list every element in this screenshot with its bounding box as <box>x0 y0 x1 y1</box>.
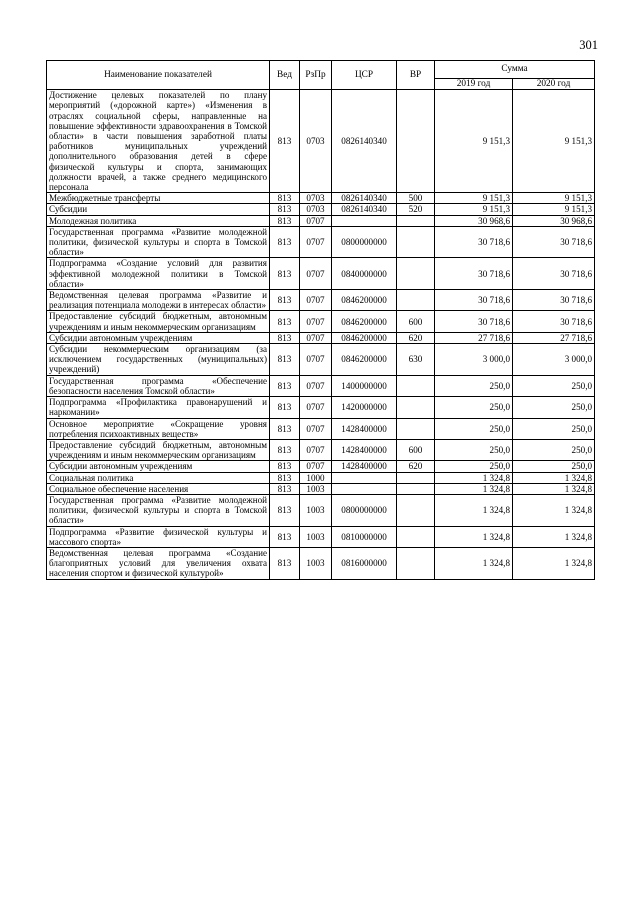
row-sum-2019: 1 324,8 <box>435 526 513 547</box>
row-csr: 1400000000 <box>332 375 397 396</box>
row-rzpr: 0707 <box>300 258 332 290</box>
row-csr: 0826140340 <box>332 193 397 204</box>
row-vr <box>397 472 435 483</box>
row-name: Достижение целевых показателей по плану мероприятий («дорожной карте») «Изменения в отраслях социальной сферы, направленные на повышение эффективности здравоохранения в Томской области» в части повышения заработной платы работников муниципальных учреждений дополнительного образования детей в сфере физической культуры и спорта, занимающих должности врачей, а также среднего медицинского персонала <box>47 90 270 193</box>
row-csr: 0816000000 <box>332 547 397 579</box>
row-rzpr: 1003 <box>300 483 332 494</box>
row-vr <box>397 397 435 418</box>
row-sum-2020: 250,0 <box>513 418 595 439</box>
table-row <box>47 397 595 418</box>
row-name: Субсидии некоммерческим организациям (за исключением государственных (муниципальных) учреждений) <box>47 344 270 376</box>
row-sum-2019: 1 324,8 <box>435 494 513 526</box>
row-vr <box>397 258 435 290</box>
header-vr: ВР <box>397 61 435 90</box>
row-sum-2019: 250,0 <box>435 461 513 472</box>
row-ved: 813 <box>270 439 300 460</box>
table-row <box>47 344 595 376</box>
row-sum-2020: 27 718,6 <box>513 332 595 343</box>
row-ved: 813 <box>270 215 300 226</box>
row-rzpr: 0703 <box>300 204 332 215</box>
row-csr <box>332 483 397 494</box>
table-row <box>47 204 595 215</box>
row-rzpr: 0703 <box>300 193 332 204</box>
row-sum-2020: 30 718,6 <box>513 226 595 258</box>
row-sum-2020: 250,0 <box>513 397 595 418</box>
row-sum-2019: 30 718,6 <box>435 311 513 332</box>
row-ved: 813 <box>270 193 300 204</box>
row-vr: 620 <box>397 332 435 343</box>
row-ved: 813 <box>270 472 300 483</box>
row-csr: 0800000000 <box>332 494 397 526</box>
table-row <box>47 215 595 226</box>
row-sum-2019: 250,0 <box>435 397 513 418</box>
row-vr <box>397 526 435 547</box>
row-sum-2020: 3 000,0 <box>513 344 595 376</box>
row-sum-2020: 1 324,8 <box>513 483 595 494</box>
row-ved: 813 <box>270 494 300 526</box>
table-header-row <box>47 61 595 79</box>
row-rzpr: 0707 <box>300 332 332 343</box>
row-name: Государственная программа «Развитие молодежной политики, физической культуры и спорта в Томской области» <box>47 226 270 258</box>
row-name: Предоставление субсидий бюджетным, автономным учреждениям и иным некоммерческим организациям <box>47 439 270 460</box>
table-body <box>47 90 595 579</box>
row-name: Подпрограмма «Развитие физической культуры и массового спорта» <box>47 526 270 547</box>
table-row <box>47 526 595 547</box>
header-2020: 2020 год <box>513 79 595 90</box>
row-sum-2020: 30 718,6 <box>513 290 595 311</box>
table-row <box>47 418 595 439</box>
row-sum-2020: 1 324,8 <box>513 494 595 526</box>
row-ved: 813 <box>270 461 300 472</box>
row-name: Государственная программа «Обеспечение безопасности населения Томской области» <box>47 375 270 396</box>
row-sum-2019: 1 324,8 <box>435 472 513 483</box>
row-vr: 500 <box>397 193 435 204</box>
row-vr: 620 <box>397 461 435 472</box>
row-csr: 0840000000 <box>332 258 397 290</box>
row-sum-2020: 30 718,6 <box>513 311 595 332</box>
row-rzpr: 0707 <box>300 461 332 472</box>
row-vr: 630 <box>397 344 435 376</box>
row-sum-2019: 1 324,8 <box>435 483 513 494</box>
row-rzpr: 1000 <box>300 472 332 483</box>
row-rzpr: 1003 <box>300 547 332 579</box>
row-vr <box>397 215 435 226</box>
row-ved: 813 <box>270 311 300 332</box>
table-row <box>47 90 595 193</box>
row-sum-2020: 1 324,8 <box>513 526 595 547</box>
row-vr <box>397 90 435 193</box>
row-name: Подпрограмма «Создание условий для развития эффективной молодежной политики в Томской области» <box>47 258 270 290</box>
row-vr <box>397 375 435 396</box>
table-row <box>47 332 595 343</box>
table-row <box>47 547 595 579</box>
row-sum-2020: 30 718,6 <box>513 258 595 290</box>
row-ved: 813 <box>270 418 300 439</box>
row-sum-2019: 9 151,3 <box>435 90 513 193</box>
table-row <box>47 494 595 526</box>
row-sum-2019: 30 968,6 <box>435 215 513 226</box>
row-ved: 813 <box>270 547 300 579</box>
row-sum-2020: 30 968,6 <box>513 215 595 226</box>
row-sum-2019: 250,0 <box>435 418 513 439</box>
row-csr: 0846200000 <box>332 290 397 311</box>
row-csr: 1420000000 <box>332 397 397 418</box>
row-ved: 813 <box>270 397 300 418</box>
row-sum-2020: 1 324,8 <box>513 472 595 483</box>
row-csr: 0846200000 <box>332 332 397 343</box>
row-rzpr: 0707 <box>300 226 332 258</box>
row-rzpr: 1003 <box>300 494 332 526</box>
row-csr: 0826140340 <box>332 90 397 193</box>
table-row <box>47 193 595 204</box>
row-name: Социальное обеспечение населения <box>47 483 270 494</box>
header-sum: Сумма <box>435 61 595 79</box>
row-rzpr: 0707 <box>300 397 332 418</box>
row-name: Основное мероприятие «Сокращение уровня потребления психоактивных веществ» <box>47 418 270 439</box>
row-sum-2019: 3 000,0 <box>435 344 513 376</box>
row-ved: 813 <box>270 526 300 547</box>
row-name: Субсидии <box>47 204 270 215</box>
table-row <box>47 258 595 290</box>
row-csr <box>332 215 397 226</box>
page-number: 301 <box>579 38 598 52</box>
row-sum-2020: 9 151,3 <box>513 193 595 204</box>
row-csr: 1428400000 <box>332 439 397 460</box>
row-sum-2019: 30 718,6 <box>435 226 513 258</box>
budget-table <box>46 60 595 580</box>
row-rzpr: 1003 <box>300 526 332 547</box>
row-rzpr: 0707 <box>300 290 332 311</box>
table-row <box>47 375 595 396</box>
row-sum-2020: 250,0 <box>513 439 595 460</box>
row-ved: 813 <box>270 90 300 193</box>
row-vr <box>397 494 435 526</box>
table-row <box>47 472 595 483</box>
row-ved: 813 <box>270 344 300 376</box>
row-name: Субсидии автономным учреждениям <box>47 461 270 472</box>
row-rzpr: 0707 <box>300 215 332 226</box>
row-csr: 0800000000 <box>332 226 397 258</box>
header-csr: ЦСР <box>332 61 397 90</box>
table-row <box>47 461 595 472</box>
row-csr <box>332 472 397 483</box>
row-rzpr: 0707 <box>300 439 332 460</box>
row-name: Ведомственная целевая программа «Создание благоприятных условий для увеличения охвата населения спортом и физической культурой» <box>47 547 270 579</box>
row-sum-2019: 250,0 <box>435 375 513 396</box>
row-sum-2020: 9 151,3 <box>513 90 595 193</box>
row-name: Предоставление субсидий бюджетным, автономным учреждениям и иным некоммерческим организациям <box>47 311 270 332</box>
row-ved: 813 <box>270 290 300 311</box>
row-name: Подпрограмма «Профилактика правонарушений и наркомании» <box>47 397 270 418</box>
row-rzpr: 0707 <box>300 375 332 396</box>
header-2019: 2019 год <box>435 79 513 90</box>
row-csr: 1428400000 <box>332 418 397 439</box>
row-sum-2019: 1 324,8 <box>435 547 513 579</box>
table-row <box>47 290 595 311</box>
row-sum-2019: 9 151,3 <box>435 204 513 215</box>
table-row <box>47 439 595 460</box>
row-name: Социальная политика <box>47 472 270 483</box>
table-row <box>47 311 595 332</box>
row-ved: 813 <box>270 375 300 396</box>
row-rzpr: 0703 <box>300 90 332 193</box>
row-vr <box>397 290 435 311</box>
row-sum-2020: 1 324,8 <box>513 547 595 579</box>
row-vr <box>397 418 435 439</box>
row-vr: 600 <box>397 439 435 460</box>
row-rzpr: 0707 <box>300 311 332 332</box>
row-name: Субсидии автономным учреждениям <box>47 332 270 343</box>
row-csr: 0826140340 <box>332 204 397 215</box>
header-ved: Вед <box>270 61 300 90</box>
table-row <box>47 226 595 258</box>
row-ved: 813 <box>270 332 300 343</box>
row-vr <box>397 547 435 579</box>
row-sum-2020: 9 151,3 <box>513 204 595 215</box>
row-name: Ведомственная целевая программа «Развитие и реализация потенциала молодежи в интересах области» <box>47 290 270 311</box>
row-vr <box>397 483 435 494</box>
row-sum-2020: 250,0 <box>513 461 595 472</box>
row-csr: 0846200000 <box>332 344 397 376</box>
row-vr: 520 <box>397 204 435 215</box>
row-ved: 813 <box>270 226 300 258</box>
row-sum-2019: 27 718,6 <box>435 332 513 343</box>
row-csr: 0810000000 <box>332 526 397 547</box>
row-name: Межбюджетные трансферты <box>47 193 270 204</box>
row-csr: 0846200000 <box>332 311 397 332</box>
row-name: Государственная программа «Развитие молодежной политики, физической культуры и спорта в Томской области» <box>47 494 270 526</box>
row-vr <box>397 226 435 258</box>
row-sum-2019: 30 718,6 <box>435 258 513 290</box>
header-rzpr: РзПр <box>300 61 332 90</box>
row-vr: 600 <box>397 311 435 332</box>
row-sum-2020: 250,0 <box>513 375 595 396</box>
row-rzpr: 0707 <box>300 418 332 439</box>
row-csr: 1428400000 <box>332 461 397 472</box>
row-sum-2019: 250,0 <box>435 439 513 460</box>
row-rzpr: 0707 <box>300 344 332 376</box>
row-ved: 813 <box>270 483 300 494</box>
row-name: Молодежная политика <box>47 215 270 226</box>
row-sum-2019: 30 718,6 <box>435 290 513 311</box>
row-ved: 813 <box>270 258 300 290</box>
table-row <box>47 483 595 494</box>
row-ved: 813 <box>270 204 300 215</box>
header-name: Наименование показателей <box>47 61 270 90</box>
row-sum-2019: 9 151,3 <box>435 193 513 204</box>
